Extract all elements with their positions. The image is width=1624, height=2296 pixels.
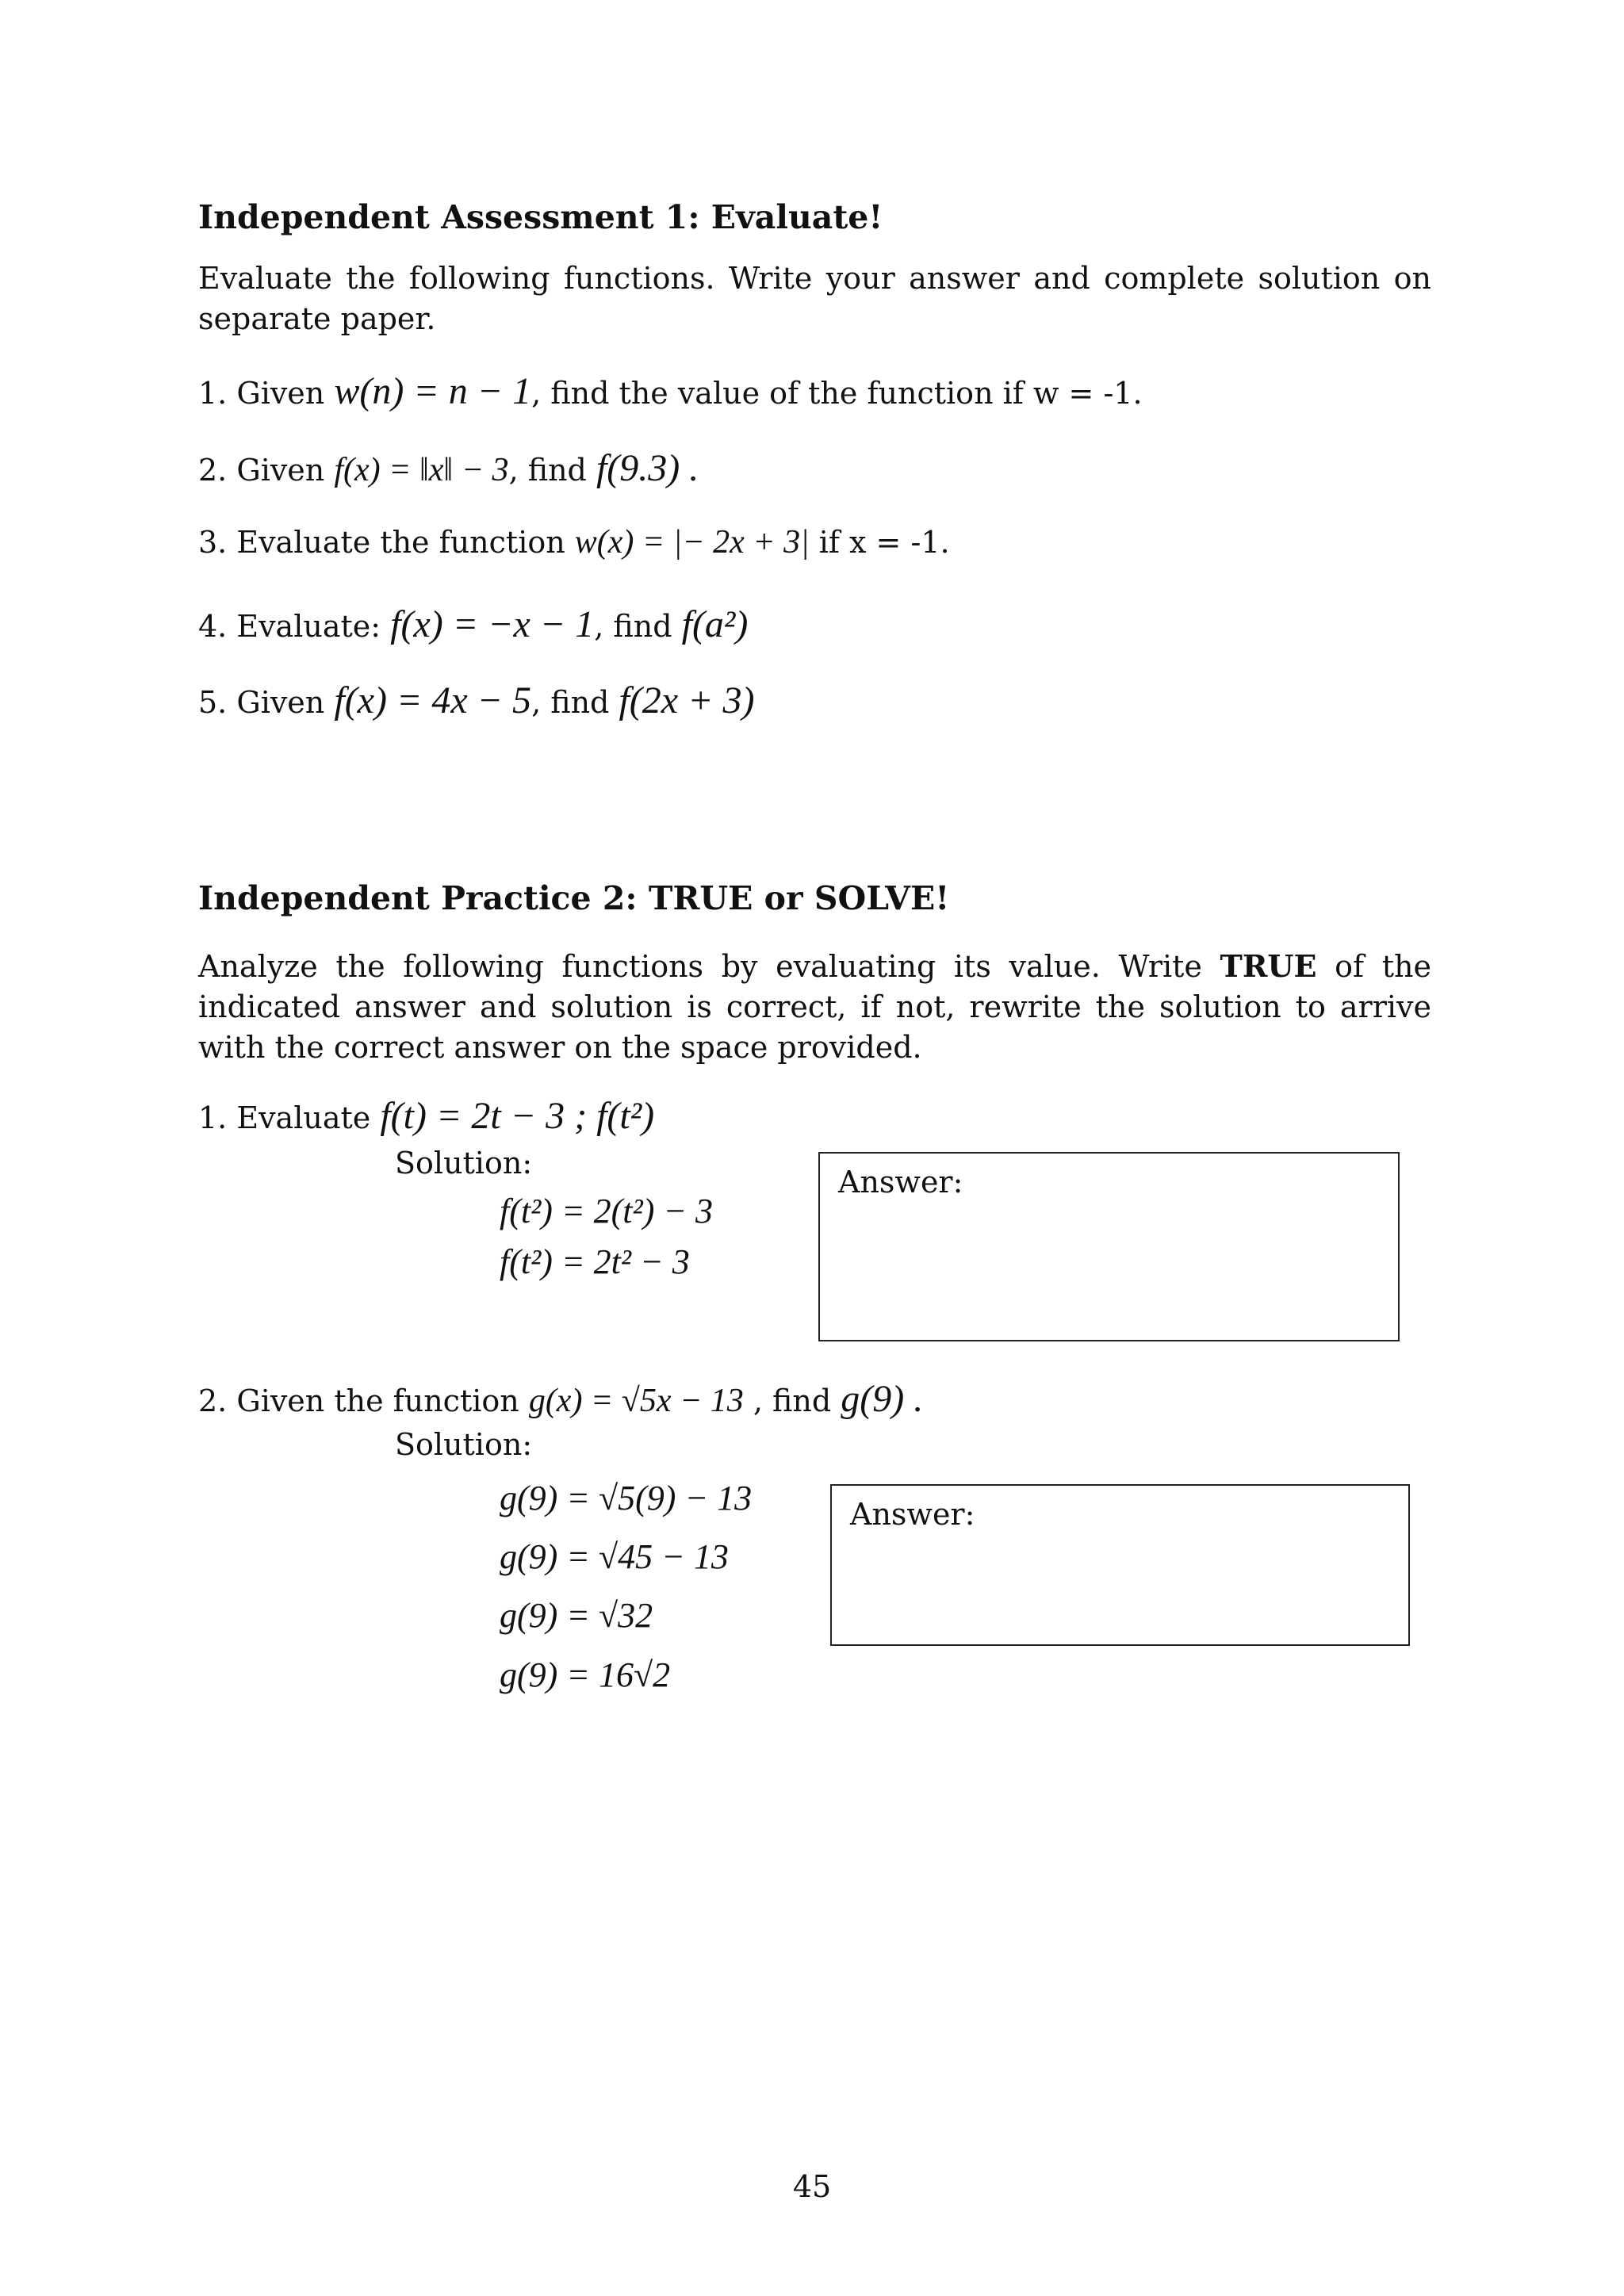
problem2-statement [198, 1377, 923, 1421]
problem1-answer-label: Answer: [838, 1165, 963, 1200]
item-prefix: 1. Given [198, 376, 335, 411]
instructions-text: Analyze the following functions by evaluating its value. Write [198, 949, 1220, 984]
item-prefix: 5. Given [198, 685, 335, 720]
section1-item-5 [198, 679, 754, 722]
section1-item-1 [198, 369, 1143, 413]
section2-instructions [198, 946, 1431, 1068]
section1-instructions: Evaluate the following functions. Write your answer and complete solution on separate paper. [198, 261, 1431, 336]
problem1-statement [198, 1094, 654, 1138]
item-expression-2: f(9.3) . [596, 447, 699, 489]
instructions-text-2: of the indicated answer and solution is correct, if not, rewrite the solution to arrive with the correct answer on the space provided. [198, 949, 1431, 1065]
problem-expression: g(x) = √5x − 13 [528, 1383, 744, 1419]
problem2-answer-label: Answer: [850, 1497, 975, 1532]
problem2-step-1: g(9) = √5(9) − 13 [500, 1479, 753, 1517]
page-number: 45 [792, 2169, 832, 2204]
problem-text: , find [743, 1383, 841, 1418]
section2-title: Independent Practice 2: TRUE or SOLVE! [198, 879, 950, 917]
section1-item-2 [198, 446, 699, 490]
problem1-step-1: f(t²) = 2(t²) − 3 [500, 1192, 714, 1230]
problem2-step-3: g(9) = √32 [500, 1596, 653, 1635]
item-text: , find [594, 609, 682, 644]
item-prefix: 2. Given [198, 453, 335, 488]
item-expression-2: f(2x + 3) [619, 679, 755, 721]
item-text: , find the value of the function if w = -1. [531, 376, 1143, 411]
item-text: , find [531, 685, 619, 720]
problem1-step-2: f(t²) = 2t² − 3 [500, 1242, 690, 1281]
item-prefix: 3. Evaluate the function [198, 525, 575, 560]
item-prefix: 4. Evaluate: [198, 609, 391, 644]
item-expression: f(x) = ‖x‖ − 3 [334, 452, 509, 488]
item-text: , find [508, 453, 596, 488]
item-text: if x = -1. [809, 525, 950, 560]
problem-prefix: 1. Evaluate [198, 1100, 381, 1135]
problem1-solution-label: Solution: [395, 1146, 533, 1181]
problem-expression-2: g(9) . [841, 1378, 924, 1420]
instructions-bold-true: TRUE [1220, 948, 1317, 984]
section1-item-4 [198, 603, 748, 646]
problem-expression: f(t) = 2t − 3 ; f(t²) [380, 1095, 655, 1137]
item-expression-2: f(a²) [681, 603, 749, 645]
section1-item-3 [198, 523, 950, 561]
problem2-step-4: g(9) = 16√2 [500, 1655, 671, 1694]
section1-title: Independent Assessment 1: Evaluate! [198, 198, 883, 236]
item-expression: w(n) = n − 1 [334, 370, 532, 412]
problem-prefix: 2. Given the function [198, 1383, 529, 1418]
problem2-solution-label: Solution: [395, 1427, 533, 1462]
item-expression: w(x) = |− 2x + 3| [574, 524, 810, 561]
item-expression: f(x) = 4x − 5 [334, 679, 532, 721]
item-expression: f(x) = −x − 1 [390, 603, 595, 645]
problem2-step-2: g(9) = √45 − 13 [500, 1537, 729, 1576]
